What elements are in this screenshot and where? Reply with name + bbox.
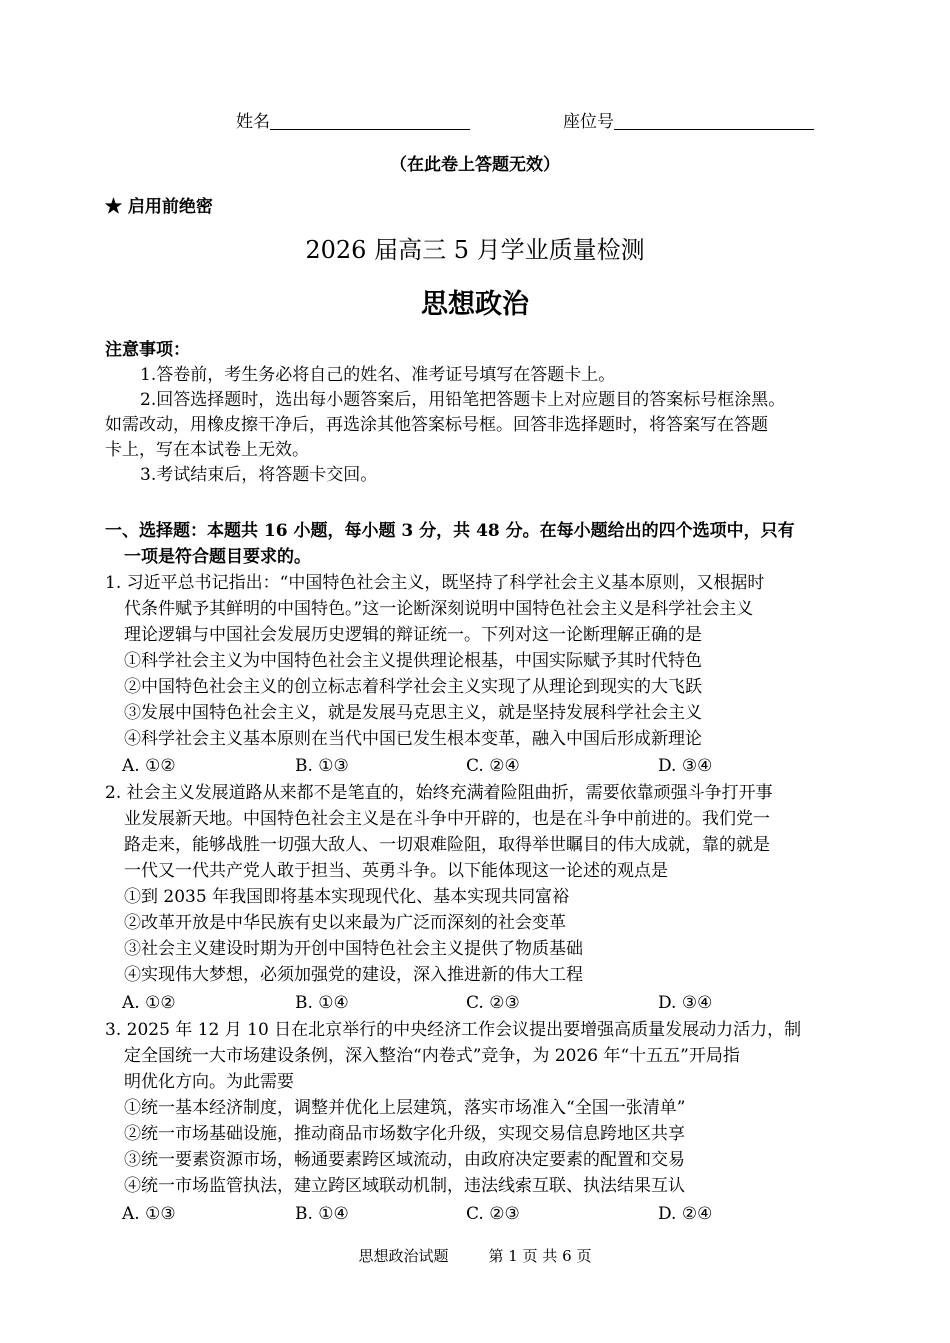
notice-item-3: 3.考试结束后，将答题卡交回。 (140, 465, 378, 485)
question-2-statement: ②改革开放是中华民族有史以来最为广泛而深刻的社会变革 (124, 913, 566, 933)
question-2-stem-line: 2. 社会主义发展道路从来都不是笔直的，始终充满着险阻曲折，需要依靠顽强斗争打开事 (105, 783, 773, 803)
question-1-option-b: B. ①③ (295, 756, 349, 776)
question-3-stem-line: 明优化方向。为此需要 (124, 1072, 294, 1092)
notice-title: 注意事项： (105, 340, 190, 360)
question-3-option-c: C. ②③ (466, 1204, 520, 1224)
question-2-statement: ④实现伟大梦想，必须加强党的建设，深入推进新的伟大工程 (124, 965, 583, 985)
notice-item-2: 2.回答选择题时，选出每小题答案后，用铅笔把答题卡上对应题目的答案标号框涂黑。 (140, 390, 786, 410)
name-blank (270, 111, 470, 130)
question-2-statement: ③社会主义建设时期为开创中国特色社会主义提供了物质基础 (124, 939, 583, 959)
question-3-statement: ②统一市场基础设施，推动商品市场数字化升级，实现交易信息跨地区共享 (124, 1124, 685, 1144)
notice-item-2-cont: 如需改动，用橡皮擦干净后，再选涂其他答案标号框。回答非选择题时，将答案写在答题 (105, 415, 768, 435)
footer (0, 1245, 950, 1266)
footer-subject: 思想政治试题 (358, 1247, 449, 1265)
question-1-option-a: A. ①② (122, 756, 176, 776)
question-3-option-a: A. ①③ (122, 1204, 176, 1224)
seat-field (563, 107, 814, 132)
section-title: 一、选择题：本题共 16 小题，每小题 3 分，共 48 分。在每小题给出的四个选项中，只有 (105, 521, 795, 541)
question-2-stem-line: 一代又一代共产党人敢于担当、英勇斗争。以下能体现这一论述的观点是 (124, 861, 668, 881)
question-1-statement: ②中国特色社会主义的创立标志着科学社会主义实现了从理论到现实的大飞跃 (124, 677, 702, 697)
question-2-option-b: B. ①④ (295, 993, 349, 1013)
question-3-statement: ④统一市场监管执法，建立跨区域联动机制，违法线索互联、执法结果互认 (124, 1176, 685, 1196)
question-3-statement: ③统一要素资源市场，畅通要素跨区域流动，由政府决定要素的配置和交易 (124, 1150, 685, 1170)
question-3-stem-line: 3. 2025 年 12 月 10 日在北京举行的中央经济工作会议提出要增强高质量发展动力活力，制 (105, 1020, 802, 1040)
section-title-cont: 一项是符合题目要求的。 (124, 547, 311, 567)
question-3-option-d: D. ②④ (658, 1204, 713, 1224)
invalid-note: （在此卷上答题无效） (390, 155, 560, 175)
notice-item-1: 1.答卷前，考生务必将自己的姓名、准考证号填写在答题卡上。 (140, 365, 616, 385)
question-1-statement: ①科学社会主义为中国特色社会主义提供理论根基，中国实际赋予其时代特色 (124, 651, 702, 671)
name-label: 姓名 (236, 112, 270, 132)
footer-page-info: 第 1 页 共 6 页 (488, 1247, 592, 1265)
subject-title: 思想政治 (421, 289, 529, 320)
seat-label: 座位号 (563, 112, 614, 132)
question-1-statement: ④科学社会主义基本原则在当代中国已发生根本变革，融入中国后形成新理论 (124, 729, 702, 749)
question-2-stem-line: 路走来，能够战胜一切强大敌人、一切艰难险阻，取得举世瞩目的伟大成就，靠的就是 (124, 835, 770, 855)
question-3-option-b: B. ①④ (295, 1204, 349, 1224)
notice-item-2-end: 卡上，写在本试卷上无效。 (105, 440, 309, 460)
question-2-option-c: C. ②③ (466, 993, 520, 1013)
question-1-stem-line: 1. 习近平总书记指出：“中国特色社会主义，既坚持了科学社会主义基本原则，又根据时 (105, 573, 765, 593)
question-2-option-a: A. ①② (122, 993, 176, 1013)
question-2-option-d: D. ③④ (658, 993, 713, 1013)
name-field (236, 107, 470, 132)
question-2-stem-line: 业发展新天地。中国特色社会主义是在斗争中开辟的，也是在斗争中前进的。我们党一 (124, 809, 770, 829)
question-3-stem-line: 定全国统一大市场建设条例，深入整治“内卷式”竞争，为 2026 年“十五五”开局指 (124, 1046, 740, 1066)
question-1-option-d: D. ③④ (658, 756, 713, 776)
question-1-stem-line: 代条件赋予其鲜明的中国特色。”这一论断深刻说明中国特色社会主义是科学社会主义 (124, 599, 754, 619)
question-1-statement: ③发展中国特色社会主义，就是发展马克思主义，就是坚持发展科学社会主义 (124, 703, 702, 723)
question-3-statement: ①统一基本经济制度，调整并优化上层建筑，落实市场准入“全国一张清单” (124, 1098, 686, 1118)
secret-mark: ★ 启用前绝密 (105, 197, 213, 217)
exam-title: 2026 届高三 5 月学业质量检测 (305, 236, 645, 264)
question-1-stem-line: 理论逻辑与中国社会发展历史逻辑的辩证统一。下列对这一论断理解正确的是 (124, 625, 702, 645)
question-1-option-c: C. ②④ (466, 756, 520, 776)
seat-blank (614, 111, 814, 130)
question-2-statement: ①到 2035 年我国即将基本实现现代化、基本实现共同富裕 (124, 887, 570, 907)
